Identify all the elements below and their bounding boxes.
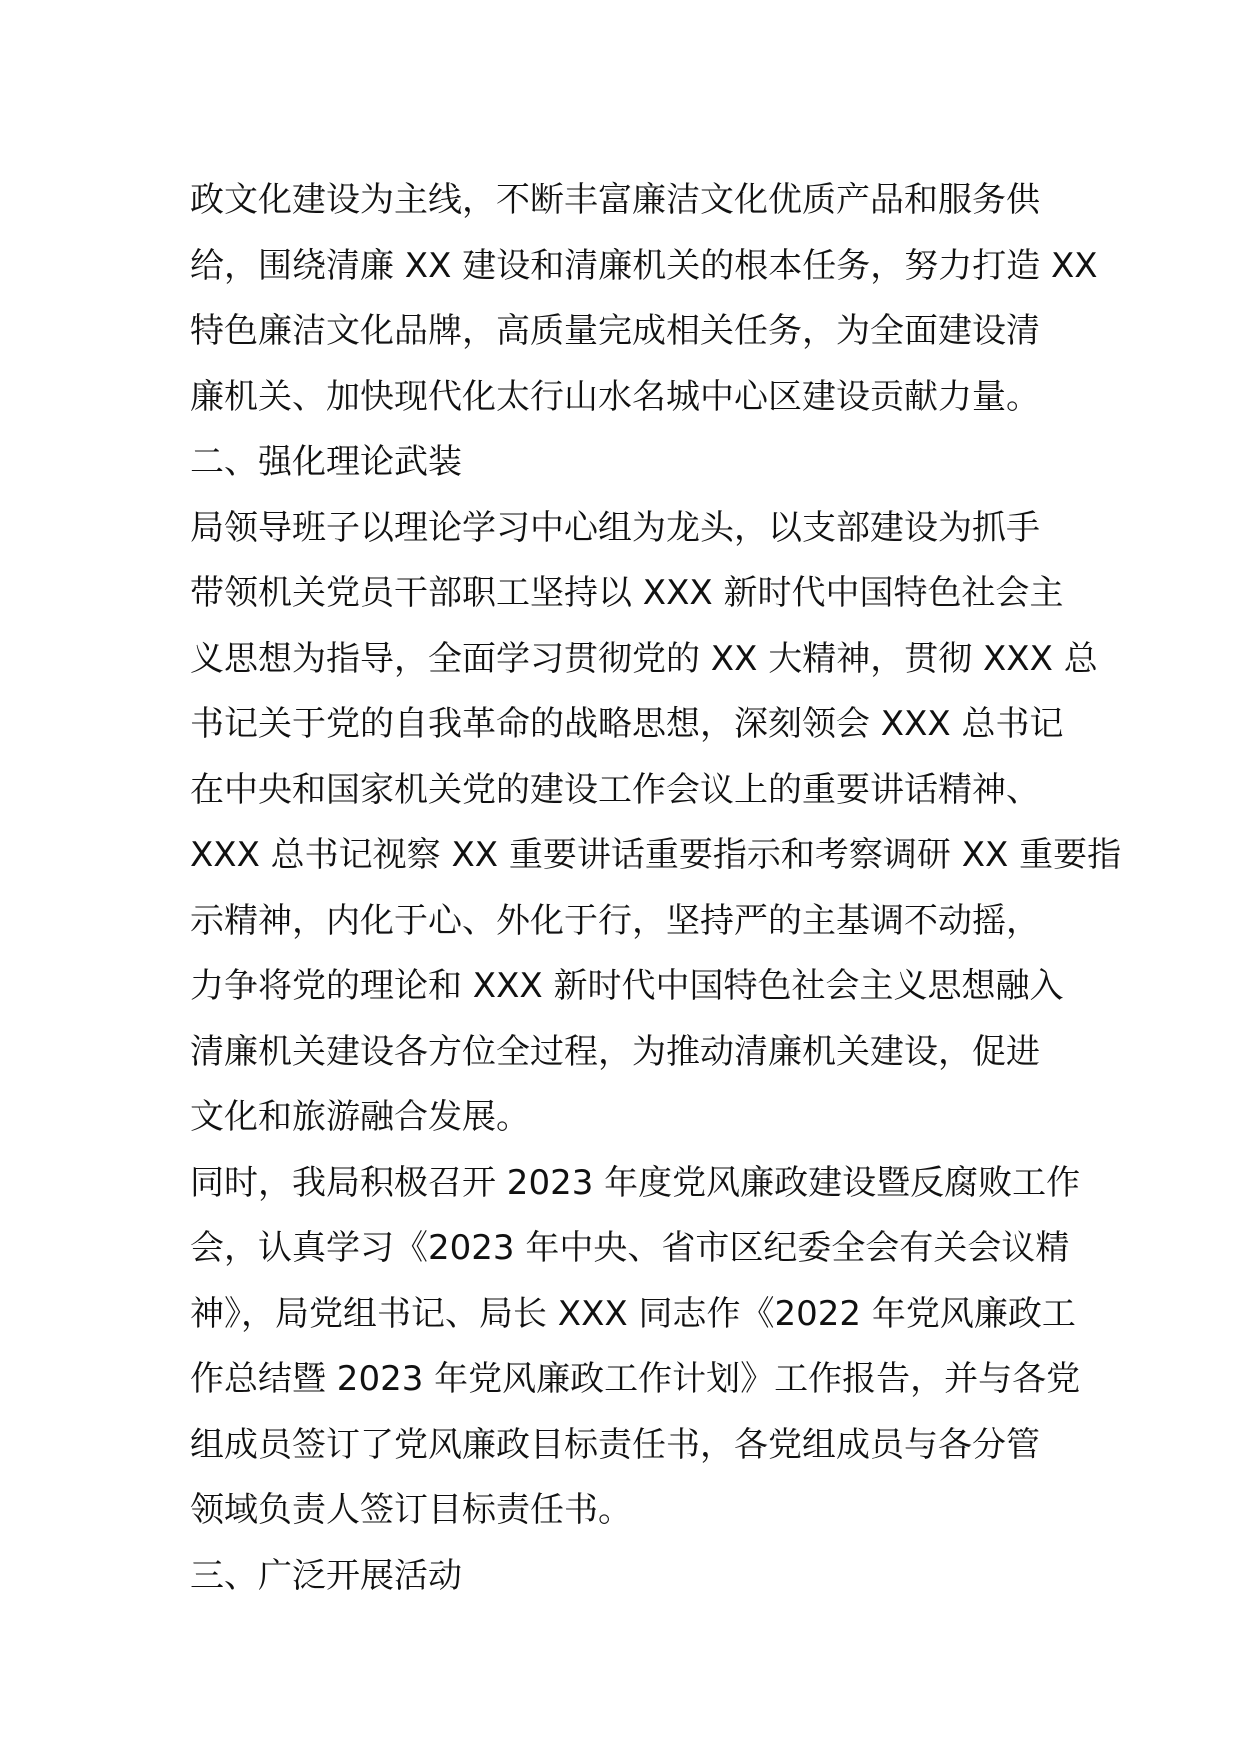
paragraph-line: 清廉机关建设各方位全过程，为推动清廉机关建设，促进 [190, 1031, 1040, 1072]
paragraph-line: 示精神，内化于心、外化于行，坚持严的主基调不动摇， [190, 900, 1040, 941]
paragraph-line: 作总结暨 2023 年党风廉政工作计划》工作报告，并与各党 [190, 1359, 1081, 1399]
paragraph-line: 组成员签订了党风廉政目标责任书，各党组成员与各分管 [190, 1424, 1040, 1465]
paragraph-line: 带领机关党员干部职工坚持以 XXX 新时代中国特色社会主 [190, 573, 1064, 613]
paragraph-line: 廉机关、加快现代化太行山水名城中心区建设贡献力量。 [190, 376, 1040, 417]
paragraph-line: 局领导班子以理论学习中心组为龙头，以支部建设为抓手 [190, 507, 1040, 548]
paragraph-line: 在中央和国家机关党的建设工作会议上的重要讲话精神、 [190, 769, 1040, 810]
paragraph-line: XXX 总书记视察 XX 重要讲话重要指示和考察调研 XX 重要指 [190, 835, 1122, 875]
paragraph-line: 给，围绕清廉 XX 建设和清廉机关的根本任务，努力打造 XX [190, 245, 1098, 286]
paragraph-line: 同时，我局积极召开 2023 年度党风廉政建设暨反腐败工作 [190, 1162, 1081, 1203]
paragraph-line: 特色廉洁文化品牌，高质量完成相关任务，为全面建设清 [190, 311, 1040, 351]
paragraph-line: 会，认真学习《2023 年中央、省市区纪委全会有关会议精 [190, 1228, 1070, 1268]
paragraph-line: 政文化建设为主线，不断丰富廉洁文化优质产品和服务供 [190, 180, 1040, 220]
paragraph-line: 文化和旅游融合发展。 [190, 1097, 530, 1137]
section-heading: 三、广泛开展活动 [190, 1555, 462, 1596]
paragraph-line: 书记关于党的自我革命的战略思想，深刻领会 XXX 总书记 [190, 704, 1064, 744]
section-heading: 二、强化理论武装 [190, 442, 462, 482]
document-body [190, 168, 1122, 1609]
paragraph-line: 力争将党的理论和 XXX 新时代中国特色社会主义思想融入 [190, 966, 1064, 1006]
paragraph-line: 义思想为指导，全面学习贯彻党的 XX 大精神，贯彻 XXX 总 [190, 638, 1098, 679]
paragraph-line: 领域负责人签订目标责任书。 [190, 1490, 632, 1530]
paragraph-line: 神》，局党组书记、局长 XXX 同志作《2022 年党风廉政工 [190, 1293, 1076, 1334]
